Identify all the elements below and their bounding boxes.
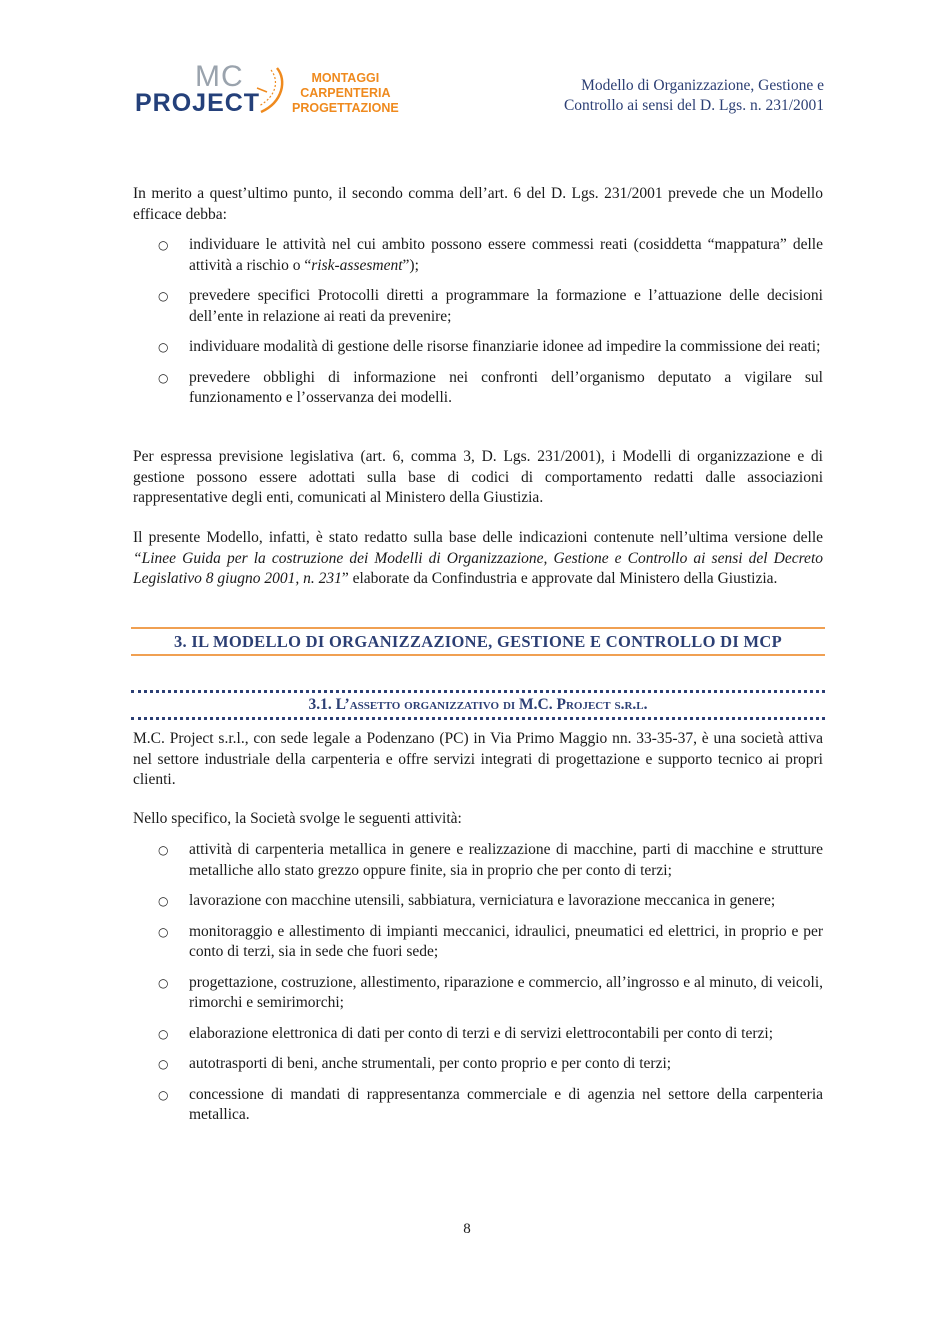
logo-tagline-line: PROGETTAZIONE bbox=[292, 101, 399, 115]
page-number: 8 bbox=[463, 1221, 471, 1237]
list-item bbox=[133, 973, 823, 1014]
paragraph-text-part: Il presente Modello, infatti, è stato redatto sulla base delle indicazioni contenute nell’ultima versione delle bbox=[133, 529, 823, 546]
subsection-heading: 3.1. L’assetto organizzativo di M.C. Project s.r.l. bbox=[131, 690, 825, 720]
list-item bbox=[133, 337, 823, 358]
logo-tagline-line: CARPENTERIA bbox=[300, 86, 391, 100]
list-item-text: lavorazione con macchine utensili, sabbiatura, verniciatura e lavorazione meccanica in genere; bbox=[189, 892, 776, 909]
list-item-text: concessione di mandati di rappresentanza commerciale e di agenzia nel settore della carpenteria metallica. bbox=[189, 1085, 823, 1123]
list-item-text: elaborazione elettronica di dati per conto di terzi e di servizi elettrocontabili per conto di terzi; bbox=[189, 1024, 774, 1042]
document-header-title bbox=[564, 76, 824, 116]
guidelines-title: “Linee Guida per la costruzione dei Modelli di Organizzazione, Gestione e Controllo ai sensi del Decreto Legislativo 8 giugno 2001, n. 231 bbox=[133, 549, 823, 587]
list-item-text-part: individuare le attività nel cui ambito possono essere commessi reati (cosiddetta “mappatura” delle attività a rischio o “ bbox=[189, 236, 823, 274]
requirements-list bbox=[133, 235, 823, 409]
bullet-circle-icon: ○ bbox=[158, 370, 169, 385]
bullet-circle-icon: ○ bbox=[158, 894, 169, 908]
header-title-line: Modello di Organizzazione, Gestione e bbox=[581, 77, 824, 94]
logo-arc-icon bbox=[253, 66, 289, 116]
activities-intro: Nello specifico, la Società svolge le seguenti attività: bbox=[133, 810, 462, 827]
list-item-text-part: ”); bbox=[402, 256, 419, 274]
list-item bbox=[133, 840, 823, 881]
bullet-circle-icon: ○ bbox=[158, 289, 169, 303]
list-item-text: monitoraggio e allestimento di impianti meccanici, idraulici, pneumatici ed elettrici, in proprio e per conto di terzi, sia in sede che fuori sede; bbox=[189, 922, 823, 960]
list-item bbox=[133, 1024, 823, 1045]
bullet-circle-icon: ○ bbox=[158, 924, 169, 939]
bullet-circle-icon: ○ bbox=[158, 1087, 169, 1102]
logo-tagline-line: MONTAGGI bbox=[311, 71, 380, 85]
list-item bbox=[133, 286, 823, 327]
list-item bbox=[133, 1054, 823, 1075]
logo-tagline bbox=[292, 71, 399, 116]
list-item-italic-term: risk-assesment bbox=[311, 256, 403, 274]
list-item bbox=[133, 922, 823, 963]
paragraph-text-part: ” elaborate da Confindustria e approvate dal Ministero della Giustizia. bbox=[341, 570, 778, 587]
list-item bbox=[133, 891, 823, 912]
list-item-text: individuare modalità di gestione delle risorse finanziarie idonee ad impedire la commissione dei reati; bbox=[189, 338, 821, 355]
logo-project-text: PROJECT bbox=[135, 89, 261, 117]
company-paragraph: M.C. Project s.r.l., con sede legale a Podenzano (PC) in Via Primo Maggio nn. 33-35-37, è una società attiva nel settore industriale della carpenteria e offre servizi integrati di progettazione e supporto tecnico ai propri clienti. bbox=[133, 730, 823, 788]
list-item-text: prevedere obblighi di informazione nei confronti dell’organismo deputato a vigilare sul funzionamento e l’osservanza dei modelli. bbox=[189, 368, 823, 406]
list-item-text: prevedere specifici Protocolli diretti a programmare la formazione e l’attuazione delle decisioni dell’ente in relazione ai reati da prevenire; bbox=[189, 287, 823, 325]
bullet-circle-icon: ○ bbox=[158, 975, 169, 990]
bullet-circle-icon: ○ bbox=[158, 843, 169, 857]
legislative-paragraph: Per espressa previsione legislativa (art. 6, comma 3, D. Lgs. 231/2001), i Modelli di organizzazione e di gestione possono essere adottati sulla base di codici di comportamento redatti dalle associazioni rappresentative degli enti, comunicati al Ministero della Giustizia. bbox=[133, 448, 823, 506]
list-item bbox=[133, 368, 823, 409]
section-heading: 3. IL MODELLO DI ORGANIZZAZIONE, GESTIONE E CONTROLLO DI MCP bbox=[131, 627, 825, 656]
bullet-circle-icon: ○ bbox=[158, 238, 169, 252]
list-item-text: progettazione, costruzione, allestimento, riparazione e commercio, all’ingrosso e al minuto, di veicoli, rimorchi e semirimorchi; bbox=[189, 973, 823, 1011]
list-item-text: autotrasporti di beni, anche strumentali, per conto proprio e per conto di terzi; bbox=[189, 1055, 672, 1072]
bullet-circle-icon: ○ bbox=[158, 1057, 169, 1071]
list-item bbox=[133, 235, 823, 276]
guidelines-paragraph bbox=[133, 528, 823, 590]
bullet-circle-icon: ○ bbox=[158, 340, 169, 354]
header-title-line: Controllo ai sensi del D. Lgs. n. 231/2001 bbox=[563, 97, 824, 114]
company-logo bbox=[135, 62, 405, 122]
bullet-circle-icon: ○ bbox=[158, 1026, 169, 1041]
list-item-text bbox=[189, 236, 823, 274]
list-item bbox=[133, 1085, 823, 1126]
list-item-text: attività di carpenteria metallica in genere e realizzazione di macchine, parti di macchine e strutture metalliche allo stato grezzo oppure finite, sia in proprio che per conto di terzi; bbox=[189, 841, 823, 879]
intro-paragraph: In merito a quest’ultimo punto, il secondo comma dell’art. 6 del D. Lgs. 231/2001 prevede che un Modello efficace debba: bbox=[133, 185, 823, 223]
logo-mc-text: MC bbox=[195, 60, 244, 93]
activities-list bbox=[133, 840, 823, 1126]
